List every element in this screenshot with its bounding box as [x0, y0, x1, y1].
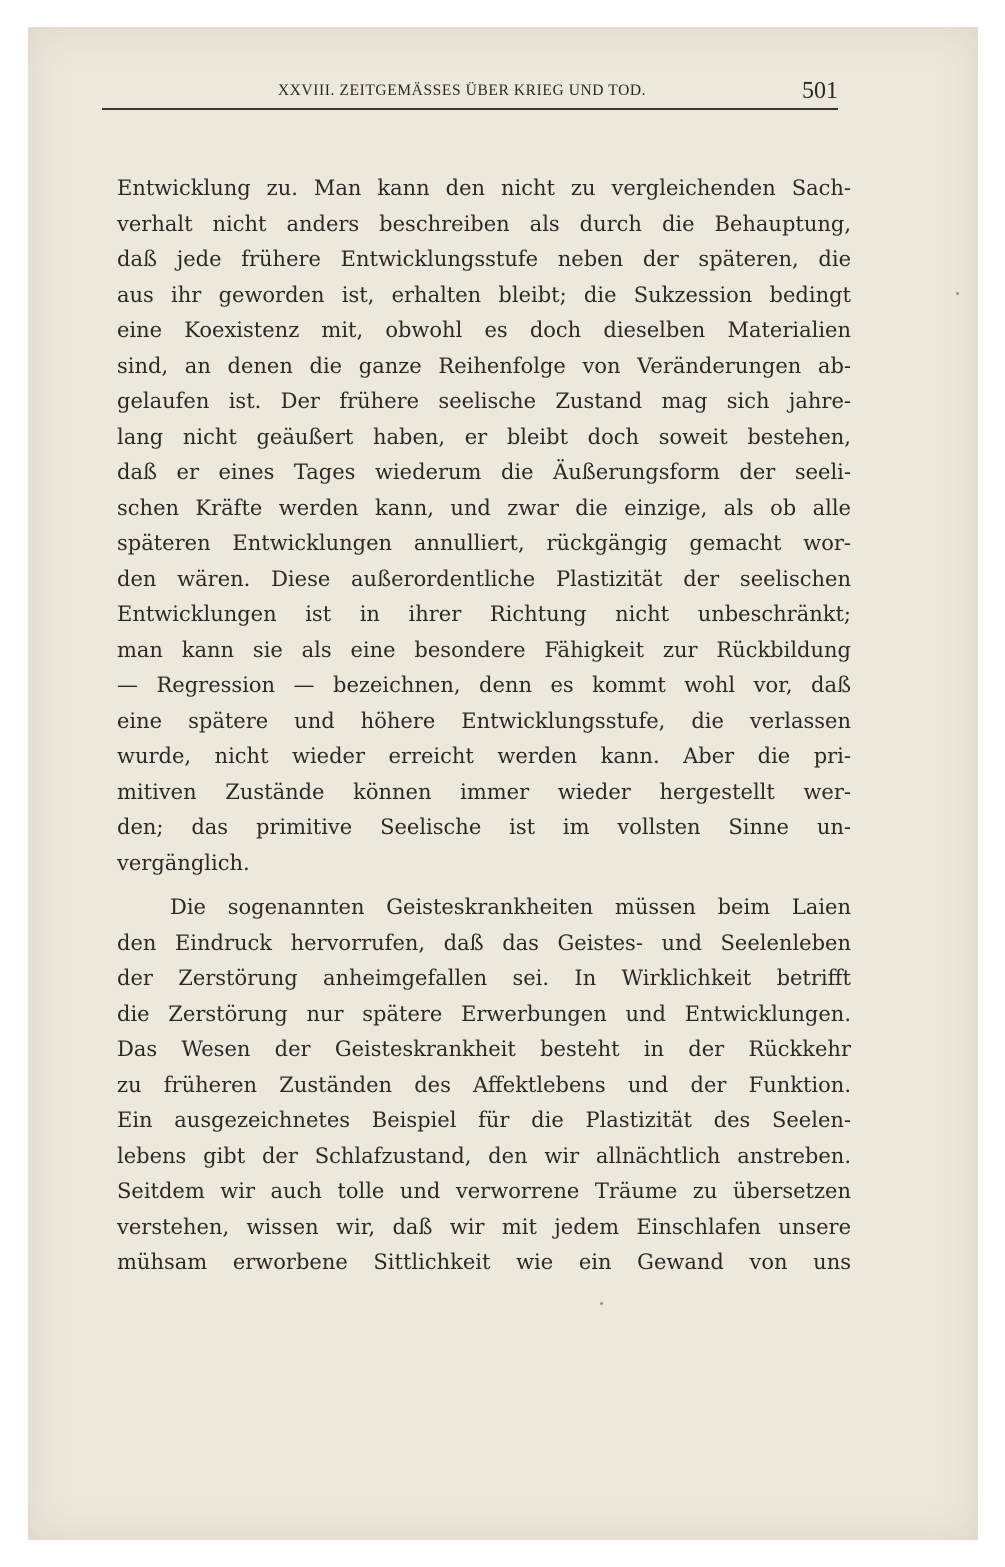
text-line: späteren Entwicklungen annulliert, rückgängig gemacht wor- — [117, 531, 851, 555]
text-line: den Eindruck hervorrufen, daß das Geistes- und Seelenleben — [117, 930, 851, 955]
header-rule — [102, 108, 838, 110]
text-line: Entwicklungen ist in ihrer Richtung nicht unbeschränkt; — [117, 602, 851, 626]
text-line: aus ihr geworden ist, erhalten bleibt; die Sukzession bedingt — [117, 282, 851, 307]
text-line: — Regression — bezeichnen, denn es kommt wohl vor, daß — [117, 673, 851, 697]
text-line: verhalt nicht anders beschreiben als durch die Behauptung, — [117, 211, 851, 236]
paragraph-2 — [117, 890, 851, 1281]
paragraph-1 — [117, 171, 851, 881]
text-line: Ein ausgezeichnetes Beispiel für die Plastizität des Seelen- — [117, 1108, 851, 1132]
text-line: man kann sie als eine besondere Fähigkeit zur Rückbildung — [117, 637, 851, 662]
chapter-title: XXVIII. ZEITGEMÄSSES ÜBER KRIEG UND TOD. — [277, 82, 647, 99]
text-line: daß er eines Tages wiederum die Äußerungsform der seeli- — [117, 460, 851, 484]
page-number: 501 — [802, 78, 838, 104]
text-line: die Zerstörung nur spätere Erwerbungen und Entwicklungen. — [117, 1001, 851, 1026]
text-line: schen Kräfte werden kann, und zwar die einzige, als ob alle — [117, 495, 851, 520]
text-line: mitiven Zustände können immer wieder hergestellt wer- — [117, 779, 851, 804]
text-line: gelaufen ist. Der frühere seelische Zustand mag sich jahre- — [117, 389, 851, 413]
paper-speck — [956, 292, 959, 295]
paragraph-gap — [117, 881, 851, 890]
text-line: den; das primitive Seelische ist im vollsten Sinne un- — [117, 815, 851, 839]
text-line: daß jede frühere Entwicklungsstufe neben der späteren, die — [117, 247, 851, 271]
text-line: mühsam erworbene Sittlichkeit wie ein Gewand von uns — [117, 1250, 851, 1274]
text-line: lebens gibt der Schlafzustand, den wir allnächtlich anstreben. — [117, 1143, 851, 1168]
text-line: Entwicklung zu. Man kann den nicht zu vergleichenden Sach- — [117, 176, 851, 200]
text-line: eine Koexistenz mit, obwohl es doch dieselben Materialien — [117, 318, 851, 342]
text-line: Das Wesen der Geisteskrankheit besteht in der Rückkehr — [117, 1037, 851, 1061]
text-line: wurde, nicht wieder erreicht werden kann. Aber die pri- — [117, 744, 851, 768]
text-line: sind, an denen die ganze Reihenfolge von Veränderungen ab- — [117, 353, 851, 378]
text-line: zu früheren Zuständen des Affektlebens und der Funktion. — [117, 1072, 851, 1097]
text-line: lang nicht geäußert haben, er bleibt doch soweit bestehen, — [117, 424, 851, 449]
text-line: den wären. Diese außerordentliche Plastizität der seelischen — [117, 566, 851, 591]
body-text — [117, 171, 851, 1281]
text-line: Die sogenannten Geisteskrankheiten müssen beim Laien — [170, 895, 851, 919]
text-line: der Zerstörung anheimgefallen sei. In Wirklichkeit betrifft — [117, 966, 851, 990]
text-line: eine spätere und höhere Entwicklungsstufe, die verlassen — [117, 708, 851, 733]
text-line: Seitdem wir auch tolle und verworrene Träume zu übersetzen — [117, 1179, 851, 1203]
text-line: verstehen, wissen wir, daß wir mit jedem Einschlafen unsere — [117, 1214, 851, 1239]
running-header — [102, 78, 838, 104]
paper-speck — [600, 1302, 603, 1305]
text-line: vergänglich. — [117, 850, 250, 875]
